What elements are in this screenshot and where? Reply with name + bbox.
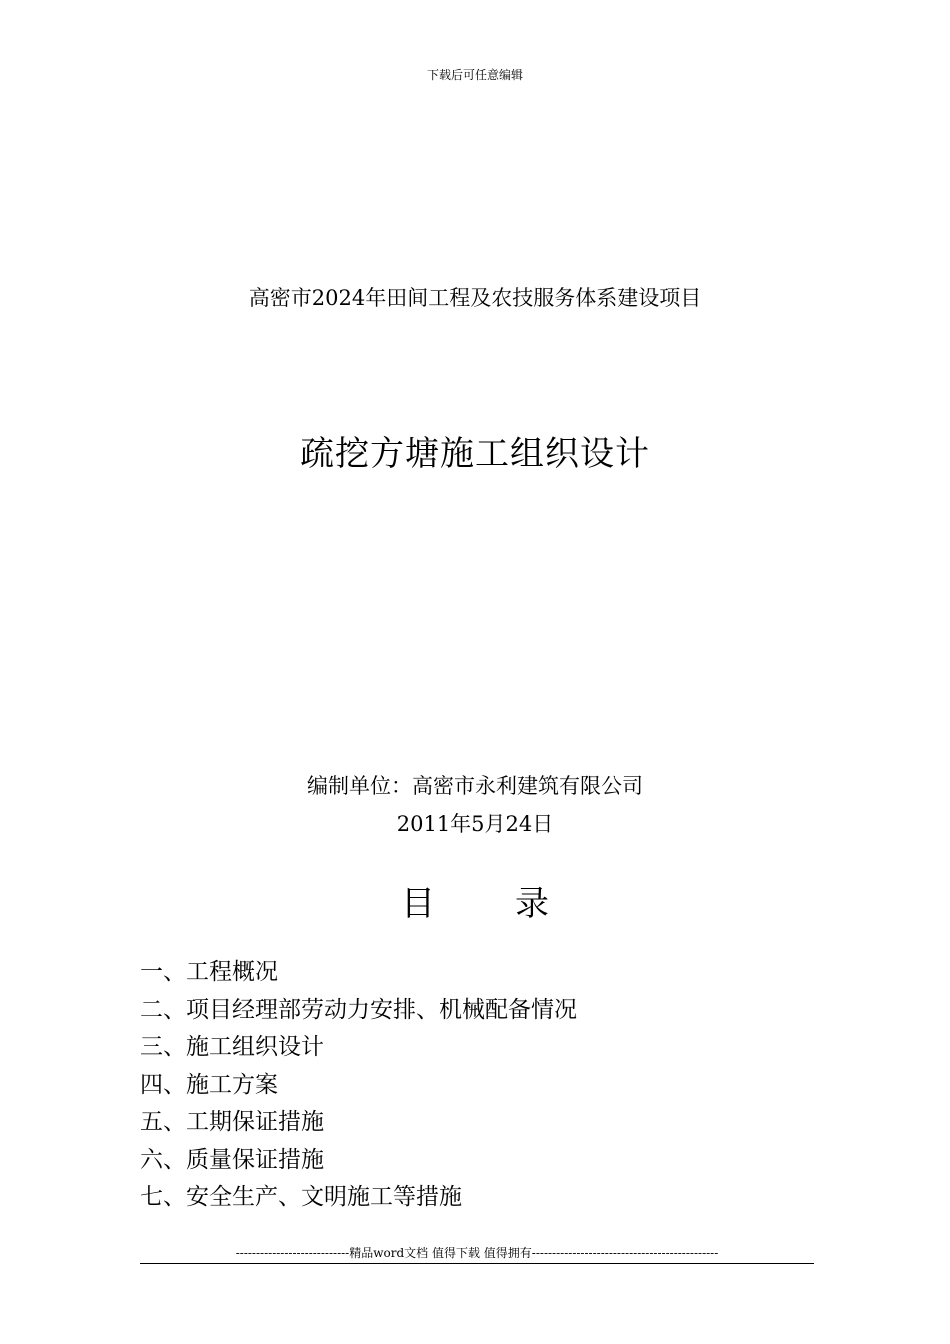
date-line: 2011年5月24日 (396, 812, 554, 836)
toc-heading-left: 目 (401, 884, 435, 924)
toc-item: 五、工期保证措施 (140, 1109, 324, 1135)
toc-item: 六、质量保证措施 (140, 1146, 324, 1173)
project-title: 高密市2024年田间工程及农技服务体系建设项目 (248, 286, 702, 310)
page-header-note: 下载后可任意编辑 (426, 68, 523, 82)
organization-line: 编制单位：高密市永利建筑有限公司 (307, 774, 643, 798)
toc-item: 一、工程概况 (140, 959, 278, 985)
toc-heading (0, 876, 950, 925)
toc-list (140, 954, 577, 1217)
toc-item: 七、安全生产、文明施工等措施 (140, 1184, 462, 1210)
footer-divider (140, 1263, 814, 1264)
toc-item: 四、施工方案 (140, 1071, 278, 1098)
toc-item: 二、项目经理部劳动力安排、机械配备情况 (140, 996, 577, 1023)
document-title: 疏挖方塘施工组织设计 (300, 434, 650, 474)
toc-item: 三、施工组织设计 (140, 1034, 324, 1060)
footer-text: ----------------------------精品word文档 值得下载 值得拥有---------------------------------------------- (235, 1246, 719, 1260)
toc-heading-right: 录 (515, 884, 549, 924)
